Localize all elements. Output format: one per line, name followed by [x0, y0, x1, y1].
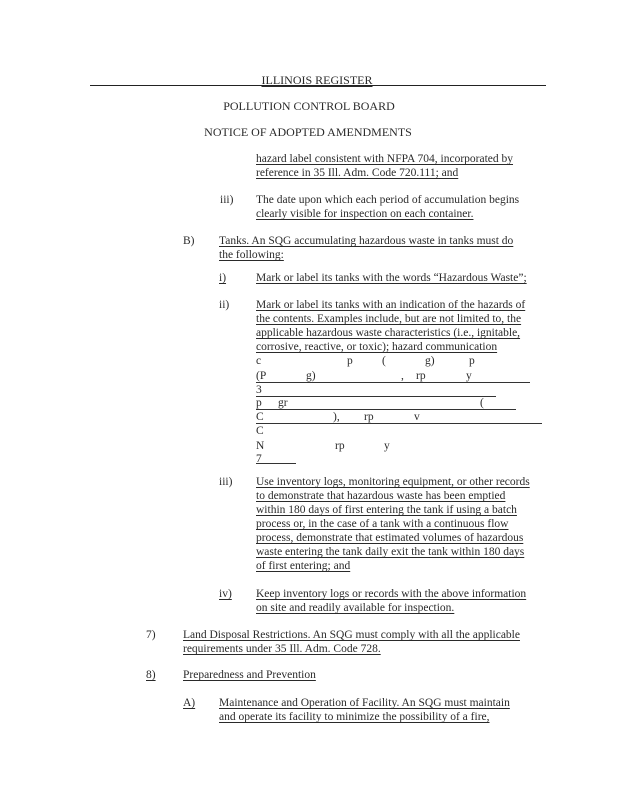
item-B-line-2: the following:: [219, 249, 284, 261]
item-B-iii-line-4: process or, in the case of a tank with a continuous flow: [256, 518, 509, 530]
item-B-iii-line-6: waste entering the tank daily exit the tank within 180 days: [256, 546, 525, 558]
garbled-fragment: p: [347, 355, 353, 367]
item-B-line-1: Tanks. An SQG accumulating hazardous waste in tanks must do: [219, 235, 514, 247]
garbled-fragment: gr: [278, 397, 288, 409]
item-label-B-iii: iii): [219, 476, 233, 488]
item-label-B: B): [183, 235, 195, 247]
item-label-7: 7): [146, 629, 156, 641]
garbled-fragment: rp: [416, 370, 426, 382]
item-iii-line-1: The date upon which each period of accumulation begins: [256, 194, 520, 206]
garbled-fragment: ,: [401, 370, 404, 382]
board-title: POLLUTION CONTROL BOARD: [223, 99, 395, 113]
item-B-iii-line-1: Use inventory logs, monitoring equipment, or other records: [256, 476, 530, 488]
garbled-underline: [256, 382, 530, 383]
item-7-line-1: Land Disposal Restrictions. An SQG must comply with all the applicable: [183, 629, 520, 641]
item-label-B-i: i): [219, 272, 227, 284]
item-label-B-iv: iv): [219, 588, 232, 600]
item-label-iii: iii): [220, 194, 234, 206]
garbled-fragment: c: [256, 355, 262, 367]
item-8-A-line-2: and operate its facility to minimize the possibility of a fire,: [219, 711, 490, 723]
garbled-fragment: C: [256, 425, 264, 437]
garbled-fragment: g): [306, 370, 316, 382]
item-B-iii-line-2: to demonstrate that hazardous waste has been emptied: [256, 490, 506, 502]
garbled-fragment: rp: [364, 411, 374, 423]
garbled-fragment: v: [414, 411, 420, 423]
garbled-underline: [256, 463, 296, 464]
garbled-fragment: 3: [256, 384, 262, 396]
item-B-i-line-1: Mark or label its tanks with the words “Hazardous Waste”;: [256, 272, 527, 284]
garbled-underline: [256, 409, 516, 410]
item-B-ii-line-2: the contents. Examples include, but are not limited to, the: [256, 313, 522, 325]
item-B-iii-line-3: within 180 days of first entering the tank if using a batch: [256, 504, 517, 516]
header-rule: [90, 85, 546, 86]
item-B-iii-line-7: of first entering; and: [256, 560, 351, 572]
garbled-fragment: N: [256, 440, 265, 452]
item-label-8-A: A): [183, 697, 196, 709]
garbled-fragment: p: [469, 355, 475, 367]
register-title: _ _ ILLINOIS REGISTER: [243, 73, 373, 87]
item-B-iv-line-2: on site and readily available for inspection.: [256, 602, 455, 614]
item-B-iii-line-5: process, demonstrate that estimated volumes of hazardous: [256, 532, 524, 544]
garbled-fragment: (: [382, 355, 386, 367]
garbled-fragment: C: [256, 411, 264, 423]
item-iii-line-2: clearly visible for inspection on each container.: [256, 208, 474, 220]
continuation-line-2: reference in 35 Ill. Adm. Code 720.111; and: [256, 167, 459, 179]
item-label-8: 8): [146, 669, 156, 681]
item-8-A-line-1: Maintenance and Operation of Facility. An SQG must maintain: [219, 697, 510, 709]
garbled-fragment: p: [256, 397, 262, 409]
garbled-fragment: 7: [256, 453, 262, 465]
garbled-fragment: rp: [335, 440, 345, 452]
garbled-fragment: (: [480, 397, 484, 409]
garbled-underline: [256, 423, 542, 424]
garbled-fragment: y: [384, 440, 390, 452]
garbled-fragment: (P: [256, 370, 267, 382]
notice-title: NOTICE OF ADOPTED AMENDMENTS: [204, 125, 412, 139]
item-7-line-2: requirements under 35 Ill. Adm. Code 728.: [183, 643, 381, 655]
item-8-line-1: Preparedness and Prevention: [183, 669, 316, 681]
item-B-ii-line-4: corrosive, reactive, or toxic); hazard communication: [256, 341, 498, 353]
item-B-iv-line-1: Keep inventory logs or records with the above information: [256, 588, 527, 600]
item-B-ii-line-1: Mark or label its tanks with an indication of the hazards of: [256, 299, 526, 311]
garbled-fragment: y: [466, 370, 472, 382]
garbled-fragment: g): [425, 355, 435, 367]
continuation-line-1: hazard label consistent with NFPA 704, incorporated by: [256, 153, 514, 165]
garbled-fragment: ),: [333, 411, 340, 423]
item-label-B-ii: ii): [219, 299, 230, 311]
garbled-underline: [256, 396, 496, 397]
item-B-ii-line-3: applicable hazardous waste characteristics (i.e., ignitable,: [256, 327, 521, 339]
